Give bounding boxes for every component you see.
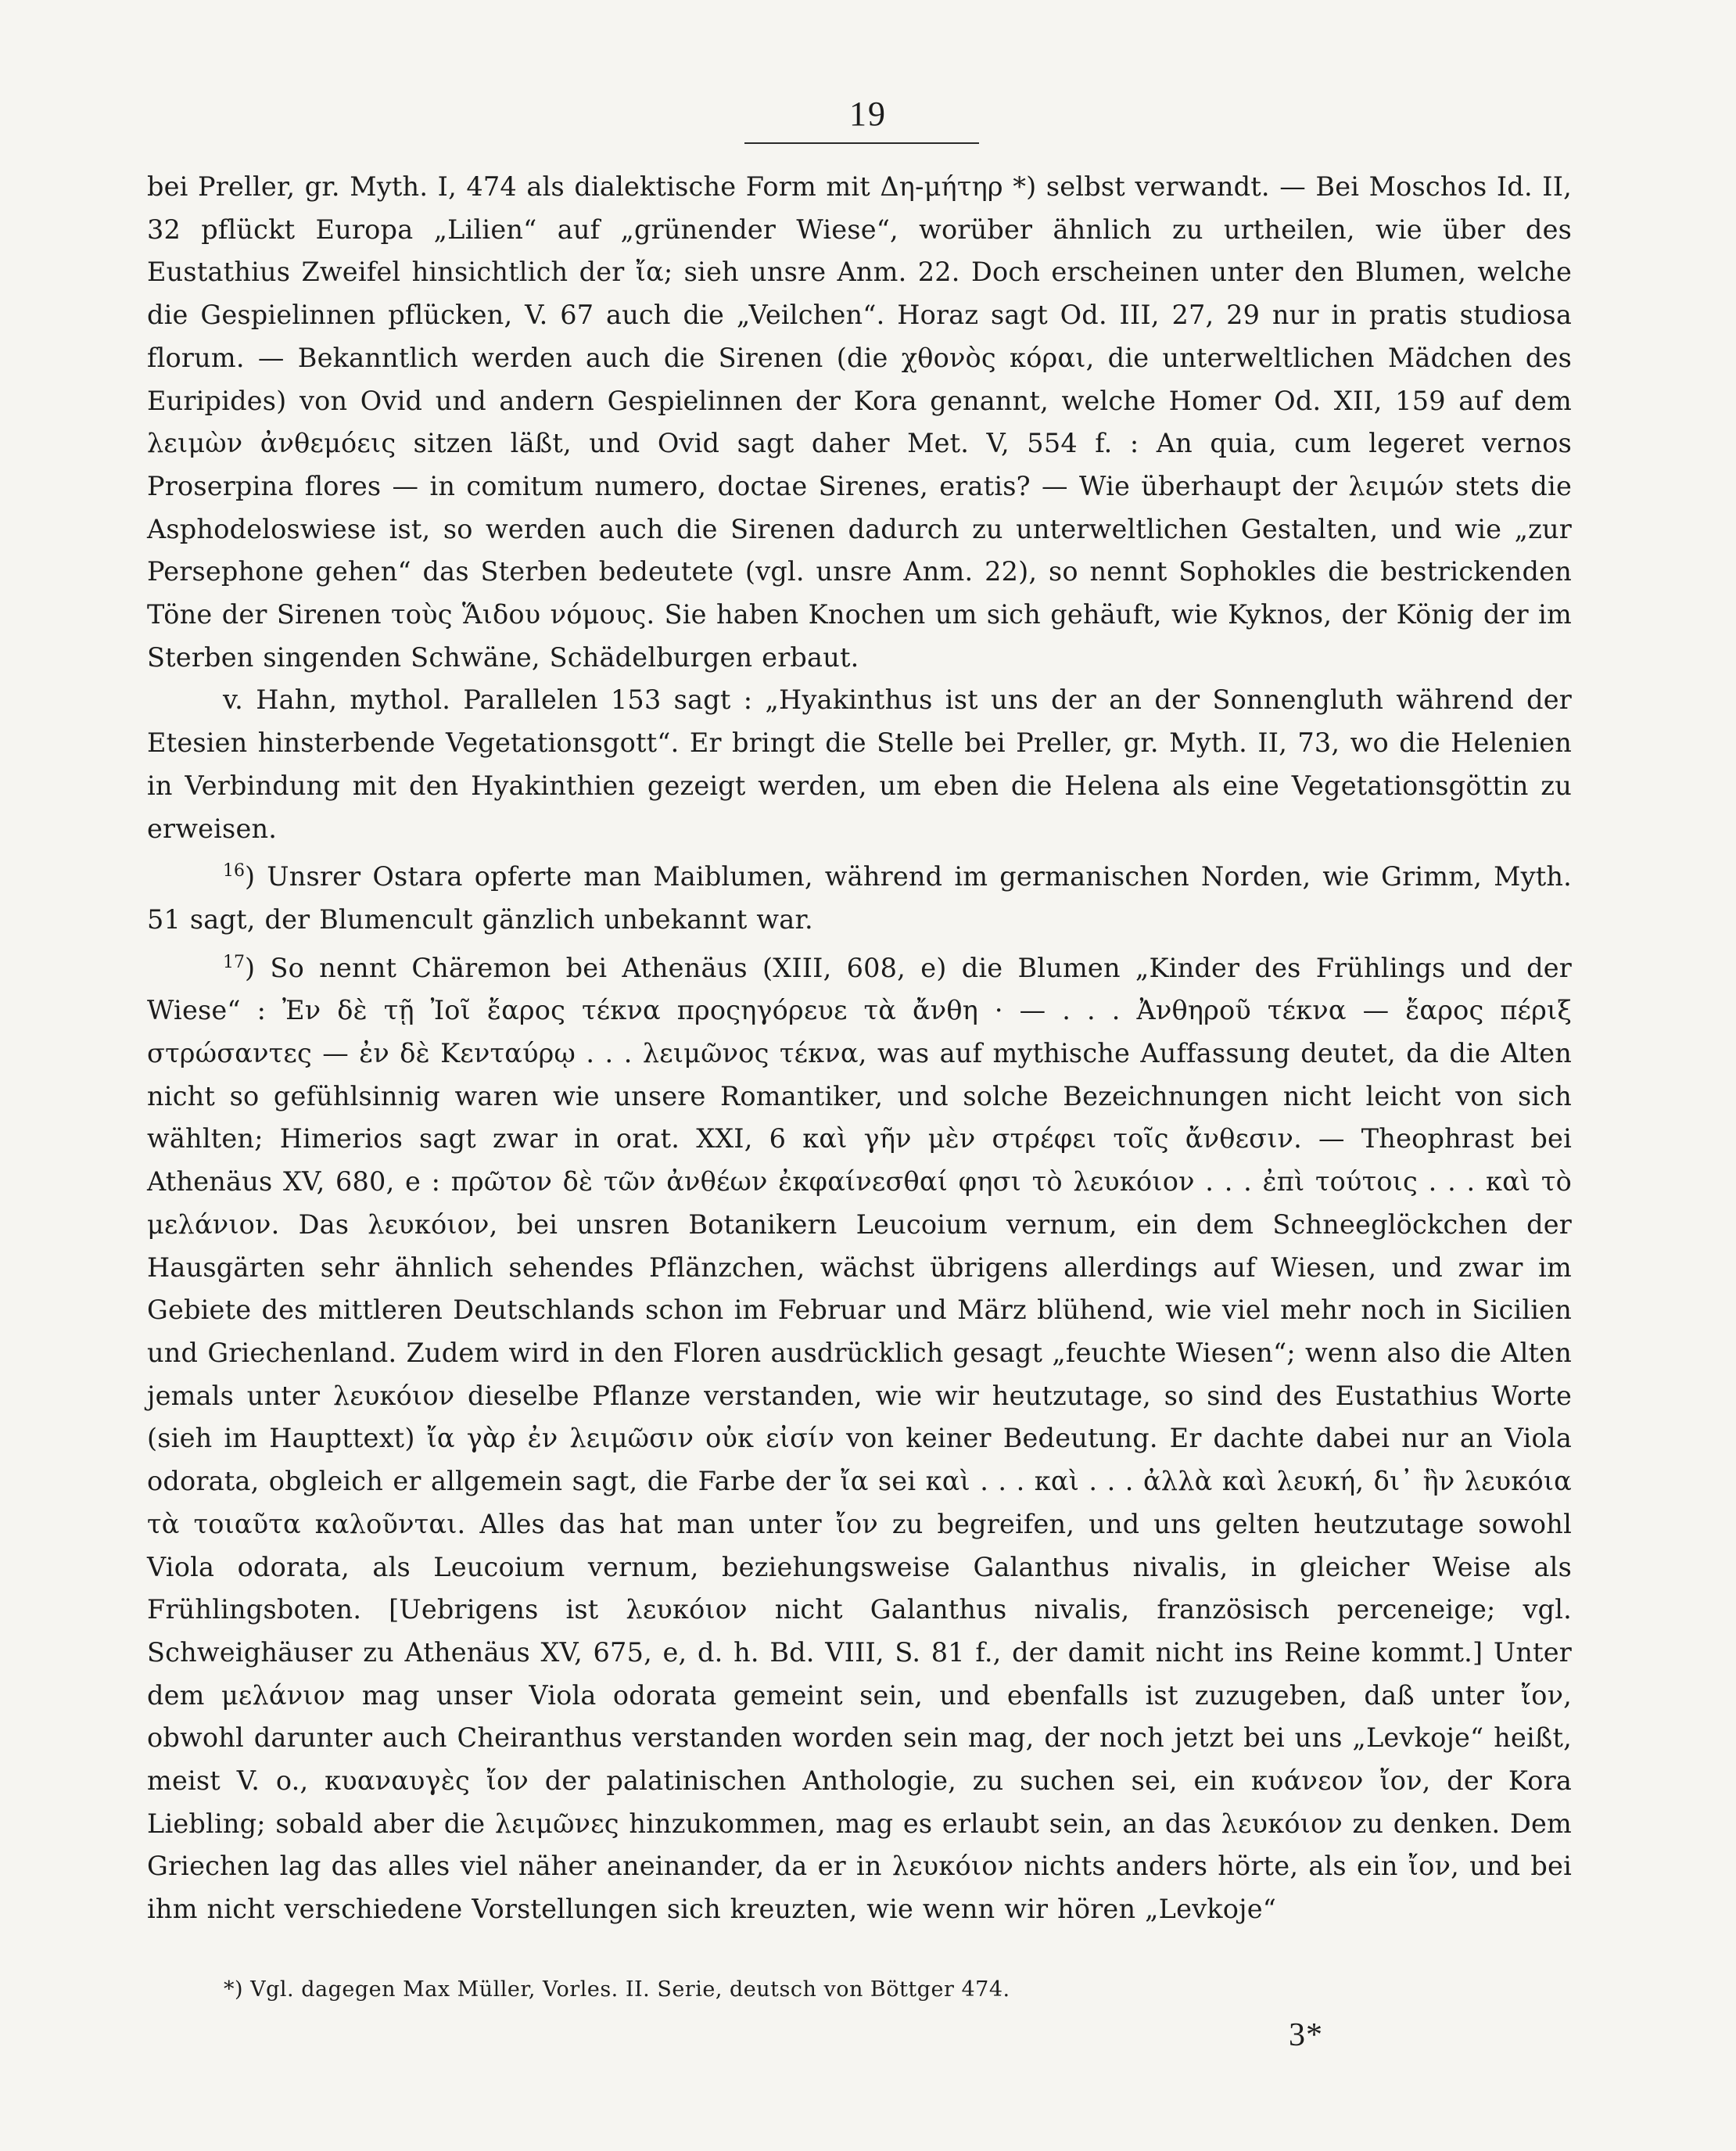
note-17-text: ) So nennt Chäremon bei Athenäus (XIII, 608, e) die Blumen „Kinder des Frühlings und der Wiese“ : Ἐν δὲ τῇ Ἰοῖ ἔαρος τέκνα προςηγόρευε τὰ ἄνθη · — . . . Ἀνθηροῦ τέκνα — ἔαρος πέριξ στρώσαντες — ἐν δὲ Κενταύρῳ . . . λειμῶνος τέκνα, was auf mythische Auffassung deutet, da die Alten nicht so gefühlsinnig waren wie unsere Romantiker, und solche Bezeichnungen nicht leicht von sich wählten; Himerios sagt zwar in orat. XXI, 6 καὶ γῆν μὲν στρέφει τοῖς ἄνθεσιν. — Theophrast bei Athenäus XV, 680, e : πρῶτον δὲ τῶν ἀνθέων ἐκφαίνεσθαί φησι τὸ λευκόιον . . . ἐπὶ τούτοις . . . καὶ τὸ μελάνιον. Das λευκόιον, bei unsren Botanikern Leucoium vernum, ein dem Schneeglöckchen der Hausgärten sehr ähnlich sehendes Pflänzchen, wächst übrigens allerdings auf Wiesen, und zwar im Gebiete des mittleren Deutschlands schon im Februar und März blühend, wie viel mehr noch in Sicilien und Griechenland. Zudem wird in den Floren ausdrücklich gesagt „feuchte Wiesen“; wenn also die Alten jemals unter λευκόιον dieselbe Pflanze verstanden, wie wir heutzutage, so sind des Eustathius Worte (sieh im Haupttext) ἴα γὰρ ἐν λειμῶσιν οὐκ εἰσίν von keiner Bedeutung. Er dachte dabei nur an Viola odorata, obgleich er allgemein sagt, die Farbe der ἴα sei καὶ . . . καὶ . . . ἀλλὰ καὶ λευκή, δι᾽ ἣν λευκόια τὰ τοιαῦτα καλοῦνται. Alles das hat man unter ἴον zu begreifen, und uns gelten heutzutage sowohl Viola odorata, als Leucoium vernum, beziehungsweise Galanthus nivalis, in gleicher Weise als Frühlingsboten. [Uebrigens ist λευκόιον nicht Galanthus nivalis, französisch perceneige; vgl. Schweighäuser zu Athenäus XV, 675, e, d. h. Bd. VIII, S. 81 f., der damit nicht ins Reine kommt.] Unter dem μελάνιον mag unser Viola odorata gemeint sein, und ebenfalls ist zuzugeben, daß unter ἴον, obwohl darunter auch Cheiranthus verstanden worden sein mag, der noch jetzt bei uns „Levkoje“ heißt, meist V. o., κυαναυγὲς ἴον der palatinischen Anthologie, zu suchen sei, ein κυάνεον ἴον, der Kora Liebling; sobald aber die λειμῶνες hinzukommen, mag es erlaubt sein, an das λευκόιον zu denken. Dem Griechen lag das alles viel näher aneinander, da er in λευκόιον nichts anders hörte, als ein ἴον, und bei ihm nicht verschiedene Vorstellungen sich kreuzten, wie wenn wir hören „Levkoje“ [147, 952, 1572, 1925]
paragraph-hahn: v. Hahn, mythol. Parallelen 153 sagt : „Hyakinthus ist uns der an der Sonnengluth während der Etesien hinsterbende Vegetationsgott“. Er bringt die Stelle bei Preller, gr. Myth. II, 73, wo die Helenien in Verbindung mit den Hyakinthien gezeigt werden, um eben die Helena als eine Vegetationsgöttin zu erweisen. [147, 684, 1572, 844]
paragraph-continuation: bei Preller, gr. Myth. I, 474 als dialektische Form mit Δη-μήτηρ *) selbst verwandt. — Bei Moschos Id. II, 32 pflückt Europa „Lilien“ auf „grünender Wiese“, worüber ähnlich zu urtheilen, wie über des Eustathius Zweifel hinsichtlich der ἴα; sieh unsre Anm. 22. Doch erscheinen unter den Blumen, welche die Gespielinnen pflücken, V. 67 auch die „Veilchen“. Horaz sagt Od. III, 27, 29 nur in pratis studiosa florum. — Bekanntlich werden auch die Sirenen (die χθονὸς κόραι, die unterweltlichen Mädchen des Euripides) von Ovid und andern Gespielinnen der Kora genannt, welche Homer Od. XII, 159 auf dem λειμὼν ἀνθεμόεις sitzen läßt, und Ovid sagt daher Met. V, 554 f. : An quia, cum legeret vernos Proserpina flores — in comitum numero, doctae Sirenes, eratis? — Wie überhaupt der λειμών stets die Asphodeloswiese ist, so werden auch die Sirenen dadurch zu unterweltlichen Gestalten, und wie „zur Persephone gehen“ das Sterben bedeutete (vgl. unsre Anm. 22), so nennt Sophokles die bestrickenden Töne der Sirenen τοὺς Ἅιδου νόμους. Sie haben Knochen um sich gehäuft, wie Kyknos, der König der im Sterben singenden Schwäne, Schädelburgen erbaut. [147, 171, 1572, 673]
header-rule [744, 142, 979, 144]
footnote: *) Vgl. dagegen Max Müller, Vorles. II. Serie, deutsch von Böttger 474. [224, 1977, 1010, 2002]
note-16-text: ) Unsrer Ostara opferte man Maiblumen, während im germanischen Norden, wie Grimm, Myth. 51 sagt, der Blumencult gänzlich unbekannt war. [147, 861, 1572, 935]
page-header [0, 94, 1736, 134]
note-17-number: 17 [223, 952, 245, 972]
note-16-number: 16 [223, 861, 245, 882]
note-16 [147, 850, 1572, 941]
signature-mark: 3* [1289, 2017, 1323, 2053]
page-body [147, 166, 1572, 1931]
page-number: 19 [849, 95, 887, 133]
note-17 [147, 942, 1572, 1931]
